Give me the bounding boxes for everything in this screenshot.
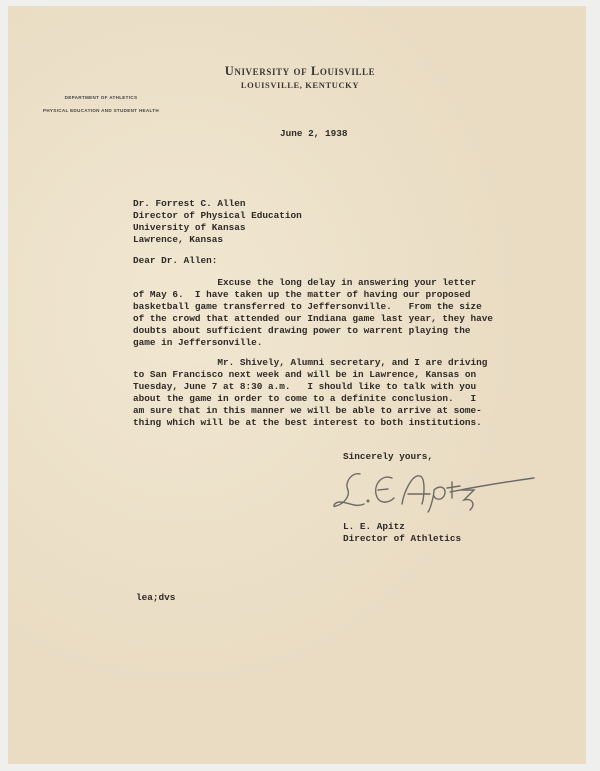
signature-block [343, 521, 461, 545]
typist-initials: lea;dvs [136, 592, 176, 603]
paragraph-2 [133, 357, 487, 429]
text-line: basketball game transferred to Jeffersonville. From the size [133, 301, 482, 312]
text-line: Tuesday, June 7 at 8:30 a.m. I should like to talk with you [133, 381, 477, 392]
salutation: Dear Dr. Allen: [133, 255, 218, 266]
text-line: about the game in order to come to a definite conclusion. I [133, 393, 477, 404]
letterhead-location: LOUISVILLE, KENTUCKY [240, 80, 360, 90]
text-line: Excuse the long delay in answering your letter [133, 277, 477, 288]
signer-title: Director of Athletics [343, 533, 462, 544]
text-line: Mr. Shively, Alumni secretary, and I are driving [133, 357, 488, 368]
text-line: thing which will be at the best interest to both institutions. [133, 417, 482, 428]
handwritten-signature [330, 468, 540, 513]
text-line: of May 6. I have taken up the matter of having our proposed [133, 289, 471, 300]
letterhead-institution: University of Louisville [224, 64, 376, 78]
letterhead-division: PHYSICAL EDUCATION AND STUDENT HEALTH [42, 108, 160, 113]
recipient-line: University of Kansas [133, 222, 246, 233]
text-line: doubts about sufficient drawing power to warrent playing the [133, 325, 471, 336]
letterhead-department: DEPARTMENT OF ATHLETICS [64, 95, 138, 100]
closing: Sincerely yours, [343, 451, 434, 462]
paragraph-1 [133, 277, 493, 349]
recipient-address [133, 198, 302, 246]
text-line: game in Jeffersonville. [133, 337, 263, 348]
recipient-line: Dr. Forrest C. Allen [133, 198, 246, 209]
letter-date: June 2, 1938 [280, 128, 348, 139]
signer-name: L. E. Apitz [343, 521, 405, 532]
text-line: to San Francisco next week and will be in Lawrence, Kansas on [133, 369, 477, 380]
text-line: am sure that in this manner we will be able to arrive at some- [133, 405, 482, 416]
recipient-line: Director of Physical Education [133, 210, 302, 221]
recipient-line: Lawrence, Kansas [133, 234, 224, 245]
text-line: of the crowd that attended our Indiana game last year, they have [133, 313, 494, 324]
